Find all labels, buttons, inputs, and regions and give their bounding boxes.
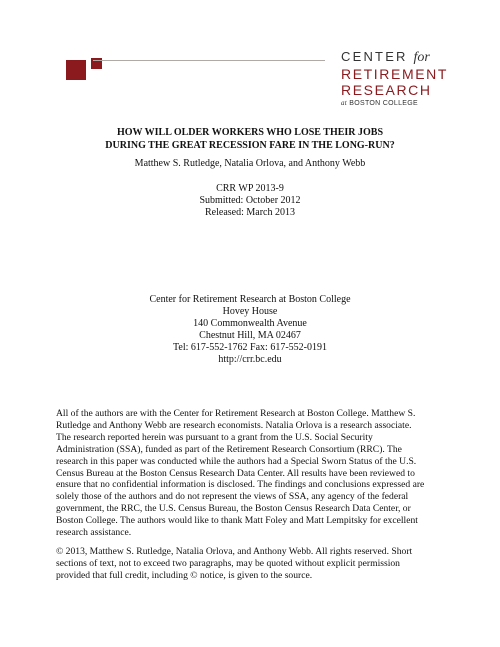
acknowledgment-paragraph: All of the authors are with the Center for Retirement Research at Boston College. Matthew S. Rutledge and Anthony Webb are research economists. Natalia Orlova is a research associate. The research reported herein was pursuant to a grant from the U.S. Social Security Administration (SSA), funded as part of the Retirement Research Consortium (RRC). The research in this paper was conducted while the authors had a Special Sworn Status of the U.S. Census Bureau at the Boston Census Research Data Center. All results have been reviewed to ensure that no confidential information is disclosed. The findings and conclusions expressed are solely those of the authors and do not represent the views of SSA, any agency of the federal government, the RRC, the U.S. Census Bureau, the Boston Census Research Data Center, or Boston College. The authors would like to thank Matt Foley and Matt Lempitsky for excellent research assistance. [56,408,425,539]
address-block [0,294,500,366]
logo-line-3: RESEARCH [341,82,432,98]
copyright-paragraph: © 2013, Matthew S. Rutledge, Natalia Orlova, and Anthony Webb. All rights reserved. Short sections of text, not to exceed two paragraphs, may be quoted without explicit permission provided that full credit, including © notice, is given to the source. [56,546,413,581]
building: Hovey House [222,306,278,317]
logo-line-2: RETIREMENT [341,66,448,82]
paper-number: CRR WP 2013-9 [216,183,284,194]
logo-square-large [66,60,86,80]
paper-meta [0,183,500,219]
logo-divider [93,60,325,61]
logo-squares [66,58,106,82]
logo-line-1: CENTER for [341,49,430,65]
logo-line-4: at BOSTON COLLEGE [341,99,418,107]
org-name: Center for Retirement Research at Boston College [149,294,351,305]
submitted-date: Submitted: October 2012 [199,195,301,206]
released-date: Released: March 2013 [205,207,295,218]
paper-title: HOW WILL OLDER WORKERS WHO LOSE THEIR JOBS DURING THE GREAT RECESSION FARE IN THE LONG-RUN? [105,127,395,151]
website-url: http://crr.bc.edu [218,354,282,365]
crr-logo [341,50,451,107]
author-list: Matthew S. Rutledge, Natalia Orlova, and Anthony Webb [134,158,366,169]
phone-fax: Tel: 617-552-1762 Fax: 617-552-0191 [172,342,327,353]
street: 140 Commonwealth Avenue [193,318,307,329]
city: Chestnut Hill, MA 02467 [199,330,301,341]
